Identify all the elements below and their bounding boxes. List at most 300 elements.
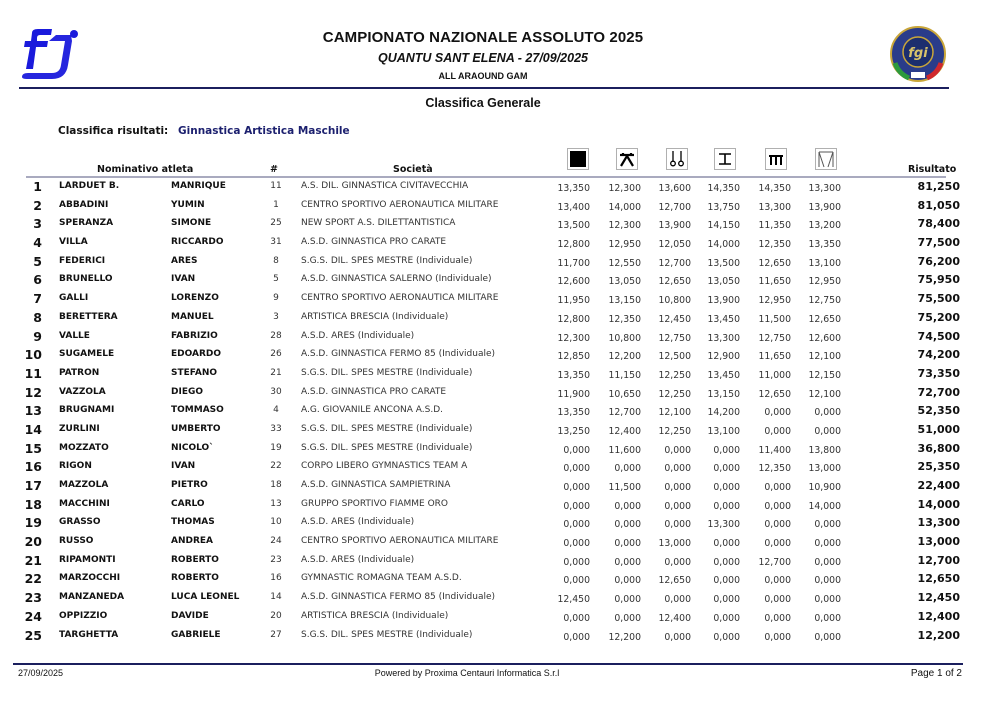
parallel-bars-score-cell: 14,350 — [758, 183, 791, 194]
bib-number-cell: 1 — [273, 199, 279, 210]
table-row — [0, 628, 1000, 647]
vault-score-cell: 13,750 — [707, 201, 740, 213]
rings-score-cell: 12,650 — [658, 575, 691, 587]
floor-score-cell: 11,900 — [557, 388, 590, 400]
footer-date: 27/09/2025 — [18, 668, 64, 678]
club-cell: A.S. DIL. GINNASTICA CIVITAVECCHIA — [301, 181, 469, 191]
rings-score-cell: 0,000 — [664, 482, 691, 493]
total-result-cell: 22,400 — [917, 479, 960, 492]
classification-value: Ginnastica Artistica Maschile — [178, 125, 350, 137]
vault-score-cell: 13,050 — [707, 276, 740, 288]
floor-score-cell: 13,500 — [557, 220, 590, 232]
bib-number-cell: 8 — [273, 255, 279, 266]
rank-cell: 21 — [24, 552, 42, 568]
rank-cell: 20 — [24, 534, 42, 550]
high-bar-score-cell: 10,900 — [808, 482, 841, 493]
vault-score-cell: 0,000 — [713, 482, 740, 493]
table-row — [0, 459, 1000, 478]
vault-score-cell: 13,300 — [707, 332, 740, 344]
footer-rule — [13, 663, 963, 665]
rings-score-cell: 0,000 — [664, 556, 691, 568]
table-row — [0, 422, 1000, 441]
high-bar-score-cell: 13,300 — [808, 183, 841, 194]
last-name-cell: RUSSO — [59, 536, 94, 547]
rank-cell: 18 — [24, 496, 42, 512]
table-row — [0, 310, 1000, 329]
parallel-bars-score-cell: 12,950 — [758, 295, 791, 307]
club-cell: NEW SPORT A.S. DILETTANTISTICA — [301, 218, 456, 229]
rings-score-cell: 0,000 — [664, 594, 691, 606]
club-cell: GYMNASTIC ROMAGNA TEAM A.S.D. — [301, 573, 462, 584]
rings-score-cell: 0,000 — [664, 631, 691, 643]
high-bar-score-cell: 13,800 — [808, 444, 841, 456]
footer-page-number: Page 1 of 2 — [910, 668, 962, 679]
vault-score-cell: 13,500 — [707, 257, 740, 269]
first-name-cell: EDOARDO — [171, 349, 222, 360]
vault-score-cell: 14,200 — [707, 407, 740, 419]
rank-cell: 6 — [33, 272, 42, 288]
bib-number-cell: 28 — [270, 330, 282, 341]
event-subtitle: QUANTU SANT ELENA - 27/09/2025 — [377, 51, 588, 65]
total-result-cell: 81,250 — [917, 180, 960, 193]
last-name-cell: GALLI — [59, 293, 89, 304]
floor-score-cell: 11,700 — [557, 257, 590, 269]
vault-icon — [714, 148, 736, 170]
club-cell: A.S.D. ARES (Individuale) — [301, 330, 415, 341]
vault-score-cell: 14,150 — [707, 220, 740, 232]
total-result-cell: 12,200 — [917, 628, 960, 642]
bib-number-cell: 14 — [270, 592, 282, 603]
last-name-cell: MANZANEDA — [59, 592, 125, 603]
table-row — [0, 272, 1000, 291]
high-bar-score-cell: 0,000 — [814, 556, 841, 568]
rings-score-cell: 12,250 — [658, 369, 691, 381]
rank-cell: 2 — [33, 197, 42, 213]
rings-icon — [666, 148, 688, 170]
vault-score-cell: 13,300 — [707, 519, 740, 531]
floor-score-cell: 11,950 — [557, 295, 590, 307]
total-result-cell: 74,500 — [917, 329, 960, 343]
pommel-horse-score-cell: 12,300 — [608, 220, 641, 232]
rings-score-cell: 13,600 — [658, 183, 691, 194]
parallel-bars-score-cell: 0,000 — [764, 425, 791, 437]
column-header-result: Risultato — [908, 164, 957, 175]
total-result-cell: 52,350 — [917, 404, 960, 418]
rings-score-cell: 12,750 — [658, 332, 691, 344]
first-name-cell: MANRIQUE — [171, 181, 226, 191]
pommel-horse-score-cell: 0,000 — [614, 575, 641, 587]
column-header-club: Società — [393, 164, 433, 175]
table-row — [0, 235, 1000, 254]
vault-score-cell: 13,900 — [707, 295, 740, 307]
club-cell: A.S.D. GINNASTICA PRO CARATE — [301, 237, 447, 248]
vault-score-cell: 14,350 — [707, 183, 740, 194]
parallel-bars-score-cell: 11,350 — [758, 220, 791, 232]
results-table — [0, 179, 1000, 646]
first-name-cell: TOMMASO — [171, 405, 224, 416]
bib-number-cell: 4 — [273, 405, 279, 416]
rank-cell: 23 — [24, 590, 42, 606]
bib-number-cell: 27 — [270, 629, 282, 640]
parallel-bars-score-cell: 0,000 — [764, 575, 791, 587]
table-row — [0, 198, 1000, 217]
bib-number-cell: 21 — [270, 367, 282, 378]
rings-score-cell: 12,100 — [658, 407, 691, 419]
first-name-cell: LUCA LEONEL — [171, 592, 240, 603]
floor-score-cell: 0,000 — [563, 519, 590, 531]
first-name-cell: FABRIZIO — [171, 330, 218, 341]
federation-seal-icon — [889, 25, 947, 83]
rank-cell: 10 — [24, 347, 42, 363]
floor-score-cell: 0,000 — [563, 556, 590, 568]
first-name-cell: IVAN — [171, 274, 196, 285]
total-result-cell: 73,350 — [917, 366, 960, 380]
vault-score-cell: 13,450 — [707, 313, 740, 325]
last-name-cell: GRASSO — [59, 517, 101, 528]
pommel-horse-score-cell: 12,700 — [608, 407, 641, 419]
club-cell: S.G.S. DIL. SPES MESTRE (Individuale) — [301, 442, 473, 453]
first-name-cell: DAVIDE — [171, 610, 209, 621]
rings-score-cell: 0,000 — [664, 444, 691, 456]
parallel-bars-score-cell: 12,750 — [758, 332, 791, 344]
rings-score-cell: 12,400 — [658, 612, 691, 624]
high-bar-score-cell: 0,000 — [814, 407, 841, 419]
rank-cell: 16 — [24, 459, 42, 475]
parallel-bars-score-cell: 11,000 — [758, 369, 791, 381]
parallel-bars-score-cell: 0,000 — [764, 482, 791, 493]
high-bar-score-cell: 12,950 — [808, 276, 841, 288]
pommel-horse-score-cell: 12,400 — [608, 425, 641, 437]
bib-number-cell: 16 — [270, 573, 282, 584]
table-row — [0, 329, 1000, 348]
rings-score-cell: 12,250 — [658, 388, 691, 400]
total-result-cell: 72,700 — [917, 385, 960, 399]
parallel-bars-score-cell: 11,650 — [758, 351, 791, 363]
total-result-cell: 81,050 — [917, 198, 960, 212]
rings-score-cell: 12,050 — [658, 239, 691, 251]
bib-number-cell: 23 — [270, 554, 282, 565]
high-bar-score-cell: 0,000 — [814, 575, 841, 587]
last-name-cell: MOZZATO — [59, 442, 109, 453]
table-row — [0, 385, 1000, 404]
last-name-cell: MAZZOLA — [59, 480, 109, 490]
club-cell: CORPO LIBERO GYMNASTICS TEAM A — [301, 461, 468, 472]
first-name-cell: ROBERTO — [171, 573, 219, 584]
floor-score-cell: 0,000 — [563, 612, 590, 624]
header-rule — [19, 87, 949, 89]
last-name-cell: RIGON — [59, 461, 92, 472]
club-cell: GRUPPO SPORTIVO FIAMME ORO — [301, 498, 449, 509]
club-cell: A.S.D. ARES (Individuale) — [301, 554, 415, 565]
last-name-cell: LARDUET B. — [59, 181, 120, 191]
club-cell: A.S.D. GINNASTICA FERMO 85 (Individuale) — [301, 592, 496, 603]
rings-score-cell: 12,700 — [658, 257, 691, 269]
pommel-horse-score-cell: 10,800 — [608, 332, 641, 344]
club-cell: CENTRO SPORTIVO AERONAUTICA MILITARE — [301, 536, 499, 547]
pommel-horse-score-cell: 0,000 — [614, 612, 641, 624]
high-bar-score-cell: 13,350 — [808, 239, 841, 251]
high-bar-score-cell: 0,000 — [814, 631, 841, 643]
first-name-cell: NICOLO` — [171, 442, 214, 453]
parallel-bars-score-cell: 0,000 — [764, 519, 791, 531]
rings-score-cell: 0,000 — [664, 500, 691, 512]
table-header-rule — [26, 176, 946, 178]
classification-label: Classifica risultati: — [58, 125, 169, 137]
total-result-cell: 51,000 — [917, 422, 960, 436]
parallel-bars-score-cell: 12,650 — [758, 388, 791, 400]
total-result-cell: 74,200 — [917, 348, 960, 362]
club-cell: A.S.D. GINNASTICA PRO CARATE — [301, 386, 447, 397]
table-row — [0, 347, 1000, 366]
first-name-cell: ARES — [171, 255, 198, 266]
last-name-cell: MACCHINI — [59, 498, 110, 509]
floor-score-cell: 13,400 — [557, 201, 590, 213]
bib-number-cell: 18 — [270, 480, 282, 490]
pommel-horse-score-cell: 0,000 — [614, 556, 641, 568]
high-bar-icon — [815, 148, 837, 170]
total-result-cell: 75,950 — [917, 273, 960, 287]
rank-cell: 1 — [33, 179, 42, 194]
last-name-cell: PATRON — [59, 367, 100, 378]
vault-score-cell: 12,900 — [707, 351, 740, 363]
rank-cell: 3 — [33, 216, 42, 232]
bib-number-cell: 19 — [270, 442, 282, 453]
floor-score-cell: 13,250 — [557, 425, 590, 437]
vault-score-cell: 0,000 — [713, 538, 740, 550]
parallel-bars-score-cell: 13,300 — [758, 201, 791, 213]
first-name-cell: CARLO — [171, 498, 205, 509]
floor-score-cell: 12,850 — [557, 351, 590, 363]
pommel-horse-score-cell: 0,000 — [614, 500, 641, 512]
club-cell: S.G.S. DIL. SPES MESTRE (Individuale) — [301, 255, 473, 266]
bib-number-cell: 3 — [273, 311, 279, 322]
pommel-horse-score-cell: 14,000 — [608, 201, 641, 213]
vault-score-cell: 13,100 — [707, 425, 740, 437]
first-name-cell: ROBERTO — [171, 554, 219, 565]
last-name-cell: BERETTERA — [59, 311, 118, 322]
high-bar-score-cell: 0,000 — [814, 519, 841, 531]
rings-score-cell: 13,000 — [658, 538, 691, 550]
pommel-horse-score-cell: 11,500 — [608, 482, 641, 493]
rings-score-cell: 12,450 — [658, 313, 691, 325]
last-name-cell: FEDERICI — [59, 255, 106, 266]
bib-number-cell: 24 — [270, 536, 282, 547]
table-row — [0, 366, 1000, 385]
first-name-cell: STEFANO — [171, 367, 218, 378]
club-cell: S.G.S. DIL. SPES MESTRE (Individuale) — [301, 629, 473, 640]
floor-score-cell: 0,000 — [563, 538, 590, 550]
vault-score-cell: 14,000 — [707, 239, 740, 251]
rings-score-cell: 0,000 — [664, 519, 691, 531]
first-name-cell: LORENZO — [171, 293, 219, 304]
floor-score-cell: 12,300 — [557, 332, 590, 344]
club-cell: A.S.D. GINNASTICA SAMPIETRINA — [301, 480, 451, 490]
high-bar-score-cell: 0,000 — [814, 612, 841, 624]
rings-score-cell: 12,250 — [658, 425, 691, 437]
high-bar-score-cell: 13,000 — [808, 463, 841, 475]
high-bar-score-cell: 12,650 — [808, 313, 841, 325]
club-cell: CENTRO SPORTIVO AERONAUTICA MILITARE — [301, 199, 499, 210]
parallel-bars-score-cell: 12,700 — [758, 556, 791, 568]
first-name-cell: ANDREA — [171, 536, 214, 547]
first-name-cell: DIEGO — [171, 386, 204, 397]
bib-number-cell: 25 — [270, 218, 282, 229]
table-row — [0, 590, 1000, 609]
vault-score-cell: 0,000 — [713, 575, 740, 587]
rank-cell: 17 — [24, 478, 42, 493]
club-cell: ARTISTICA BRESCIA (Individuale) — [301, 610, 449, 621]
floor-score-cell: 12,450 — [557, 594, 590, 606]
table-row — [0, 478, 1000, 497]
rank-cell: 9 — [33, 328, 42, 344]
high-bar-score-cell: 13,900 — [808, 201, 841, 213]
bib-number-cell: 33 — [270, 423, 282, 434]
vault-score-cell: 0,000 — [713, 594, 740, 606]
last-name-cell: BRUGNAMI — [59, 405, 115, 416]
pommel-horse-score-cell: 0,000 — [614, 538, 641, 550]
high-bar-score-cell: 12,100 — [808, 351, 841, 363]
bib-number-cell: 26 — [270, 349, 282, 360]
parallel-bars-score-cell: 12,650 — [758, 257, 791, 269]
rank-cell: 13 — [24, 403, 42, 419]
column-header-name: Nominativo atleta — [97, 164, 194, 175]
bib-number-cell: 13 — [270, 498, 282, 509]
club-cell: S.G.S. DIL. SPES MESTRE (Individuale) — [301, 423, 473, 434]
first-name-cell: RICCARDO — [171, 237, 224, 248]
club-cell: A.S.D. GINNASTICA FERMO 85 (Individuale) — [301, 349, 496, 360]
vault-score-cell: 0,000 — [713, 463, 740, 475]
pommel-horse-score-cell: 12,550 — [608, 257, 641, 269]
rings-score-cell: 13,900 — [658, 220, 691, 232]
floor-score-cell: 0,000 — [563, 575, 590, 587]
rings-score-cell: 12,500 — [658, 351, 691, 363]
floor-score-cell: 0,000 — [563, 444, 590, 456]
pommel-horse-icon — [616, 148, 638, 170]
pommel-horse-score-cell: 0,000 — [614, 463, 641, 475]
pommel-horse-score-cell: 12,300 — [608, 183, 641, 194]
total-result-cell: 75,500 — [917, 292, 960, 306]
rank-cell: 12 — [24, 384, 42, 400]
table-row — [0, 609, 1000, 628]
rings-score-cell: 10,800 — [658, 295, 691, 307]
bib-number-cell: 30 — [270, 386, 282, 397]
high-bar-score-cell: 12,750 — [808, 295, 841, 307]
pommel-horse-score-cell: 13,050 — [608, 276, 641, 288]
total-result-cell: 78,400 — [917, 217, 960, 231]
rank-cell: 14 — [24, 421, 42, 437]
total-result-cell: 77,500 — [917, 236, 960, 250]
bib-number-cell: 11 — [270, 181, 282, 191]
floor-score-cell: 12,800 — [557, 313, 590, 325]
first-name-cell: UMBERTO — [171, 423, 221, 434]
event-title: CAMPIONATO NAZIONALE ASSOLUTO 2025 — [322, 29, 644, 46]
pommel-horse-score-cell: 12,200 — [608, 631, 641, 643]
first-name-cell: THOMAS — [171, 517, 215, 528]
pommel-horse-score-cell: 12,200 — [608, 351, 641, 363]
club-cell: CENTRO SPORTIVO AERONAUTICA MILITARE — [301, 293, 499, 304]
parallel-bars-score-cell: 12,350 — [758, 239, 791, 251]
total-result-cell: 12,450 — [917, 591, 960, 605]
club-cell: A.G. GIOVANILE ANCONA A.S.D. — [301, 405, 444, 416]
last-name-cell: SPERANZA — [59, 218, 114, 229]
last-name-cell: BRUNELLO — [59, 274, 113, 285]
vault-score-cell: 13,450 — [707, 369, 740, 381]
rank-cell: 19 — [24, 515, 42, 531]
high-bar-score-cell: 13,100 — [808, 257, 841, 269]
club-cell: S.G.S. DIL. SPES MESTRE (Individuale) — [301, 367, 473, 378]
rank-cell: 8 — [33, 309, 42, 325]
svg-text:fgi: fgi — [908, 46, 928, 61]
bib-number-cell: 20 — [270, 610, 282, 621]
club-cell: ARTISTICA BRESCIA (Individuale) — [301, 311, 449, 322]
report-title: Classifica Generale — [425, 96, 541, 110]
floor-score-cell: 12,600 — [557, 276, 590, 288]
total-result-cell: 14,000 — [917, 497, 960, 511]
table-row — [0, 291, 1000, 310]
last-name-cell: TARGHETTA — [59, 629, 119, 640]
last-name-cell: SUGAMELE — [59, 349, 115, 360]
rank-cell: 22 — [24, 571, 42, 587]
rank-cell: 4 — [33, 235, 42, 251]
vault-score-cell: 0,000 — [713, 444, 740, 456]
total-result-cell: 12,400 — [917, 609, 960, 623]
vault-score-cell: 0,000 — [713, 500, 740, 512]
parallel-bars-score-cell: 0,000 — [764, 594, 791, 606]
parallel-bars-score-cell: 12,350 — [758, 463, 791, 475]
last-name-cell: MARZOCCHI — [59, 573, 121, 584]
first-name-cell: PIETRO — [171, 480, 208, 490]
parallel-bars-score-cell: 0,000 — [764, 538, 791, 550]
floor-score-cell: 0,000 — [563, 482, 590, 493]
vault-score-cell: 13,150 — [707, 388, 740, 400]
total-result-cell: 36,800 — [917, 441, 960, 455]
rank-cell: 25 — [24, 627, 42, 643]
rings-score-cell: 0,000 — [664, 463, 691, 475]
parallel-bars-score-cell: 0,000 — [764, 631, 791, 643]
column-header-number: # — [270, 164, 278, 175]
last-name-cell: VILLA — [59, 237, 88, 248]
table-row — [0, 403, 1000, 422]
rings-score-cell: 12,650 — [658, 276, 691, 288]
table-row — [0, 534, 1000, 553]
floor-score-cell: 13,350 — [557, 407, 590, 419]
high-bar-score-cell: 14,000 — [808, 500, 841, 512]
floor-score-cell: 0,000 — [563, 631, 590, 643]
total-result-cell: 13,300 — [917, 516, 960, 530]
floor-score-cell: 0,000 — [563, 463, 590, 475]
total-result-cell: 13,000 — [917, 535, 960, 549]
bib-number-cell: 9 — [273, 293, 279, 304]
pommel-horse-score-cell: 12,350 — [608, 313, 641, 325]
high-bar-score-cell: 0,000 — [814, 538, 841, 550]
table-row — [0, 515, 1000, 534]
table-row — [0, 441, 1000, 460]
rank-cell: 5 — [33, 253, 42, 269]
bib-number-cell: 5 — [273, 274, 279, 285]
table-row — [0, 254, 1000, 273]
event-category: ALL ARAOUND GAM — [438, 71, 528, 81]
high-bar-score-cell: 13,200 — [808, 220, 841, 232]
pommel-horse-score-cell: 0,000 — [614, 519, 641, 531]
vault-score-cell: 0,000 — [713, 556, 740, 568]
rank-cell: 11 — [24, 365, 42, 381]
bib-number-cell: 10 — [270, 517, 282, 528]
parallel-bars-score-cell: 11,500 — [758, 313, 791, 325]
pommel-horse-score-cell: 13,150 — [608, 295, 641, 307]
last-name-cell: VAZZOLA — [59, 386, 106, 397]
pommel-horse-score-cell: 12,950 — [608, 239, 641, 251]
table-row — [0, 179, 1000, 198]
